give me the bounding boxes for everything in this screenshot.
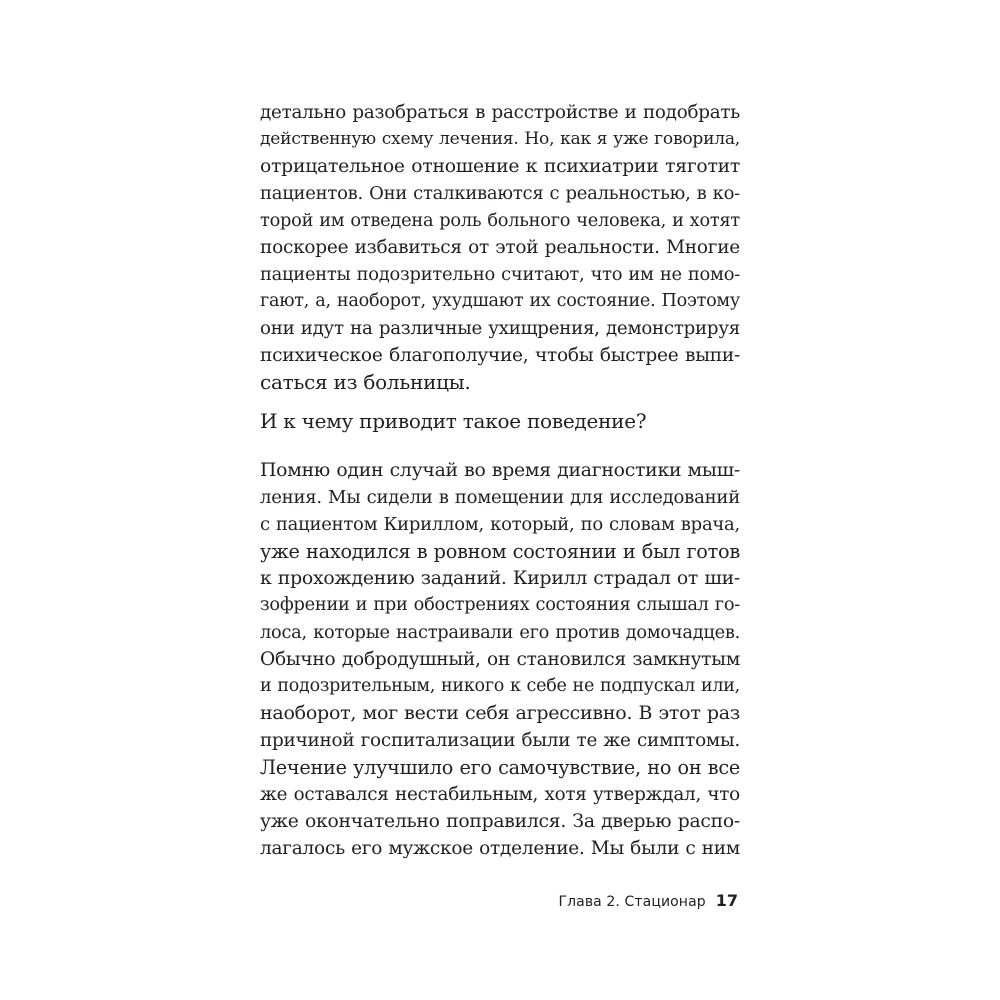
chapter-title: Глава 2. Стационар xyxy=(558,894,706,910)
paragraph-3 xyxy=(260,457,740,862)
text-line: детально разобраться в расстройстве и подобрать xyxy=(260,102,740,123)
text-line: и подозрительным, никого к себе не подпускал или, xyxy=(260,676,740,696)
text-line: к прохождению заданий. Кирилл страдал от ши- xyxy=(260,568,740,589)
text-line: отрицательное отношение к психиатрии тяготит xyxy=(260,156,740,177)
text-line: Обычно добродушный, он становился замкнутым xyxy=(260,649,740,670)
text-line: пациенты подозрительно считают, что им не помо- xyxy=(260,264,740,285)
text-line: психическое благополучие, чтобы быстрее выпи- xyxy=(260,345,740,366)
text-line: поскорее избавиться от этой реальности. Многие xyxy=(260,237,740,258)
paragraph-2-question xyxy=(260,408,740,435)
text-line: наоборот, мог вести себя агрессивно. В этот раз xyxy=(260,702,740,724)
text-line: они идут на различные ухищрения, демонстрируя xyxy=(260,318,740,339)
text-line: гают, а, наоборот, ухудшают их состояние. Поэтому xyxy=(260,291,740,311)
text-line: лагалось его мужское отделение. Мы были с ним xyxy=(260,838,740,859)
text-line: Лечение улучшило его самочувствие, но он все xyxy=(260,756,740,779)
text-line: лоса, которые настраивали его против домочадцев. xyxy=(260,622,740,643)
text-line: Помню один случай во время диагностики мыш- xyxy=(260,460,740,481)
text-line: действенную схему лечения. Но, как я уже говорила, xyxy=(260,129,740,149)
text-line: уже находился в ровном состоянии и был готов xyxy=(260,540,740,563)
text-line: ления. Мы сидели в помещении для исследований xyxy=(260,487,740,508)
paragraph-1 xyxy=(260,99,740,396)
text-line: причиной госпитализации были те же симптомы. xyxy=(260,730,740,751)
text-line: с пациентом Кириллом, который, по словам врача, xyxy=(260,514,740,535)
text-line: И к чему приводит такое поведение? xyxy=(260,409,647,433)
text-line: зофрении и при обострениях состояния слышал го- xyxy=(260,595,740,615)
running-footer xyxy=(558,889,738,913)
text-line: же оставался нестабильным, хотя утверждал, что xyxy=(260,784,740,805)
text-line: пациентов. Они сталкиваются с реальностью, в ко- xyxy=(260,183,740,204)
text-line: уже окончательно поправился. За дверью распо- xyxy=(260,811,740,832)
page-number: 17 xyxy=(715,891,738,910)
text-line: саться из больницы. xyxy=(260,370,471,394)
text-line: торой им отведена роль больного человека, и хотят xyxy=(260,210,740,231)
